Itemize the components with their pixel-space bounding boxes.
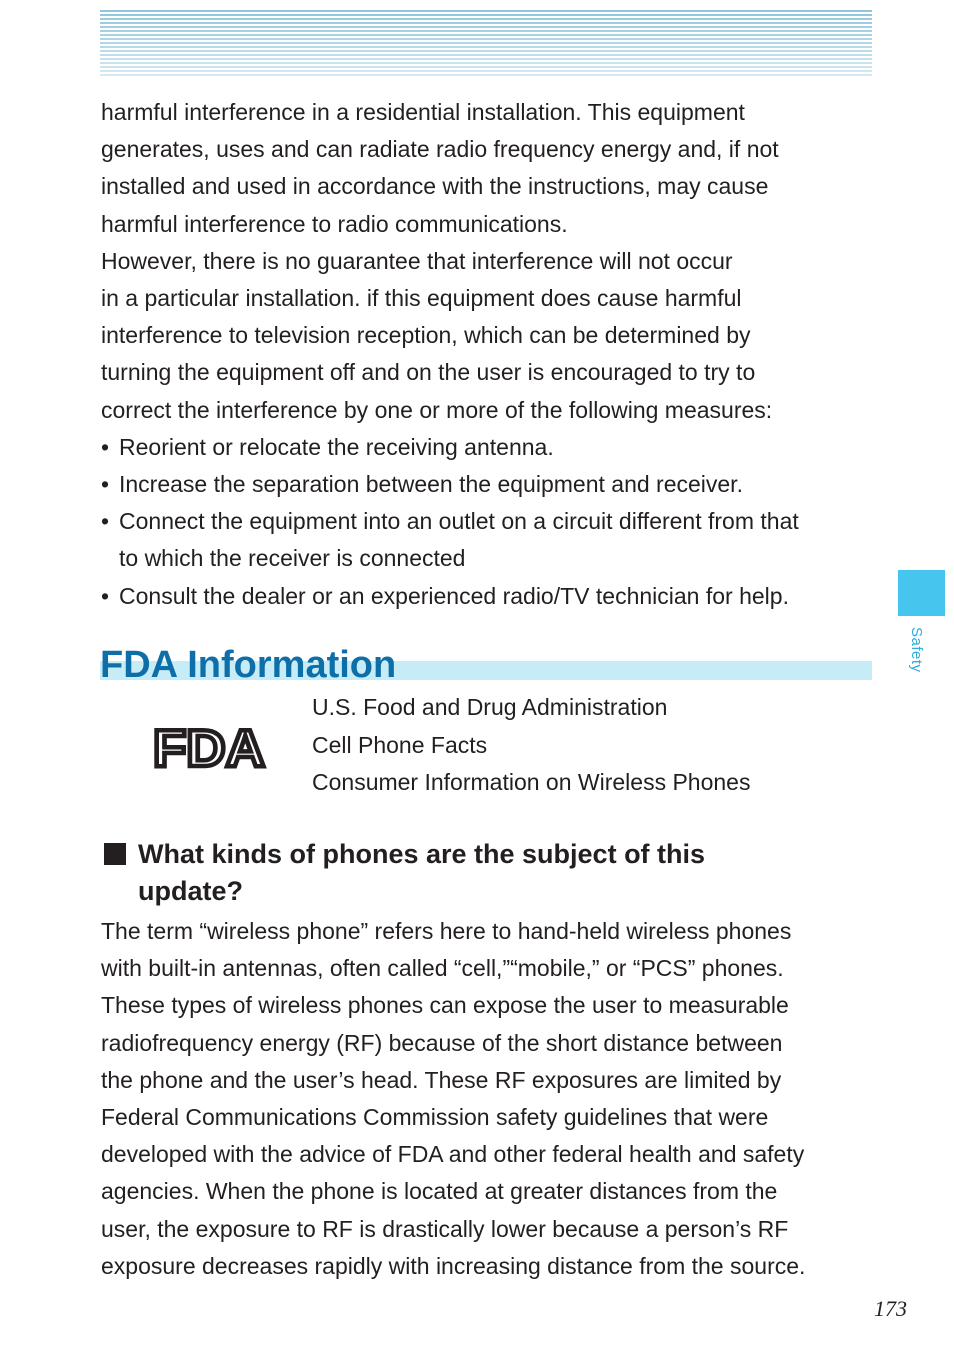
paragraph-line: Federal Communications Commission safety guidelines that were xyxy=(101,1104,769,1131)
paragraph-line: the phone and the user’s head. These RF exposures are limited by xyxy=(101,1066,782,1093)
intro-line: generates, uses and can radiate radio frequency energy and, if not xyxy=(101,136,779,163)
bullet-icon: • xyxy=(101,582,110,609)
fda-logo-icon xyxy=(150,720,268,772)
page-number: 173 xyxy=(874,1296,907,1321)
fda-info-lines xyxy=(312,689,750,802)
paragraph-line: with built-in antennas, often called “cell,”“mobile,” or “PCS” phones. xyxy=(101,955,784,982)
list-item xyxy=(101,578,871,615)
intro-line: correct the interference by one or more of the following measures: xyxy=(101,396,773,423)
fda-line: Consumer Information on Wireless Phones xyxy=(312,769,751,795)
header-stripe-band xyxy=(100,10,872,78)
intro-text-block xyxy=(101,94,871,615)
section-header xyxy=(100,640,872,690)
wireless-phone-paragraph xyxy=(101,913,871,1285)
side-section-label: Safety xyxy=(908,627,925,673)
intro-line: in a particular installation. if this equipment does cause harmful xyxy=(101,285,742,312)
bullet-icon: • xyxy=(101,433,110,460)
bullet-icon: • xyxy=(101,471,110,498)
intro-line: However, there is no guarantee that interference will not occur xyxy=(101,247,733,274)
measures-list xyxy=(101,429,871,615)
list-item-text: Reorient or relocate the receiving antenna. xyxy=(119,433,554,460)
paragraph-line: These types of wireless phones can expose the user to measurable xyxy=(101,992,789,1019)
paragraph-line: developed with the advice of FDA and other federal health and safety xyxy=(101,1141,805,1168)
list-item xyxy=(101,429,871,466)
list-item xyxy=(101,503,871,577)
intro-line: harmful interference in a residential installation. This equipment xyxy=(101,99,745,125)
side-tab-marker xyxy=(898,570,945,616)
fda-line: U.S. Food and Drug Administration xyxy=(312,694,668,720)
square-bullet-icon xyxy=(104,843,126,865)
list-item-text: Increase the separation between the equipment and receiver. xyxy=(119,471,743,498)
paragraph-line: exposure decreases rapidly with increasing distance from the source. xyxy=(101,1252,806,1279)
intro-line: installed and used in accordance with the instructions, may cause xyxy=(101,173,769,200)
fda-line: Cell Phone Facts xyxy=(312,731,488,758)
intro-line: harmful interference to radio communications. xyxy=(101,210,568,237)
subheading-line: What kinds of phones are the subject of this xyxy=(138,839,706,869)
intro-line: turning the equipment off and on the user is encouraged to try to xyxy=(101,359,756,386)
paragraph-line: The term “wireless phone” refers here to hand-held wireless phones xyxy=(101,918,792,944)
list-item xyxy=(101,466,871,503)
fda-logo-text: FDA xyxy=(153,720,265,772)
section-title: FDA Information xyxy=(100,644,397,686)
subheading-line: update? xyxy=(138,876,243,906)
paragraph-line: user, the exposure to RF is drastically lower because a person’s RF xyxy=(101,1215,789,1242)
paragraph-line: agencies. When the phone is located at greater distances from the xyxy=(101,1178,778,1205)
list-item-text: Consult the dealer or an experienced radio/TV technician for help. xyxy=(119,582,789,609)
intro-line: interference to television reception, which can be determined by xyxy=(101,322,751,349)
list-item-text: to which the receiver is connected xyxy=(119,545,466,572)
subheading xyxy=(104,836,874,910)
list-item-text: Connect the equipment into an outlet on a circuit different from that xyxy=(119,508,799,535)
paragraph-line: radiofrequency energy (RF) because of the short distance between xyxy=(101,1029,783,1056)
bullet-icon: • xyxy=(101,508,110,535)
